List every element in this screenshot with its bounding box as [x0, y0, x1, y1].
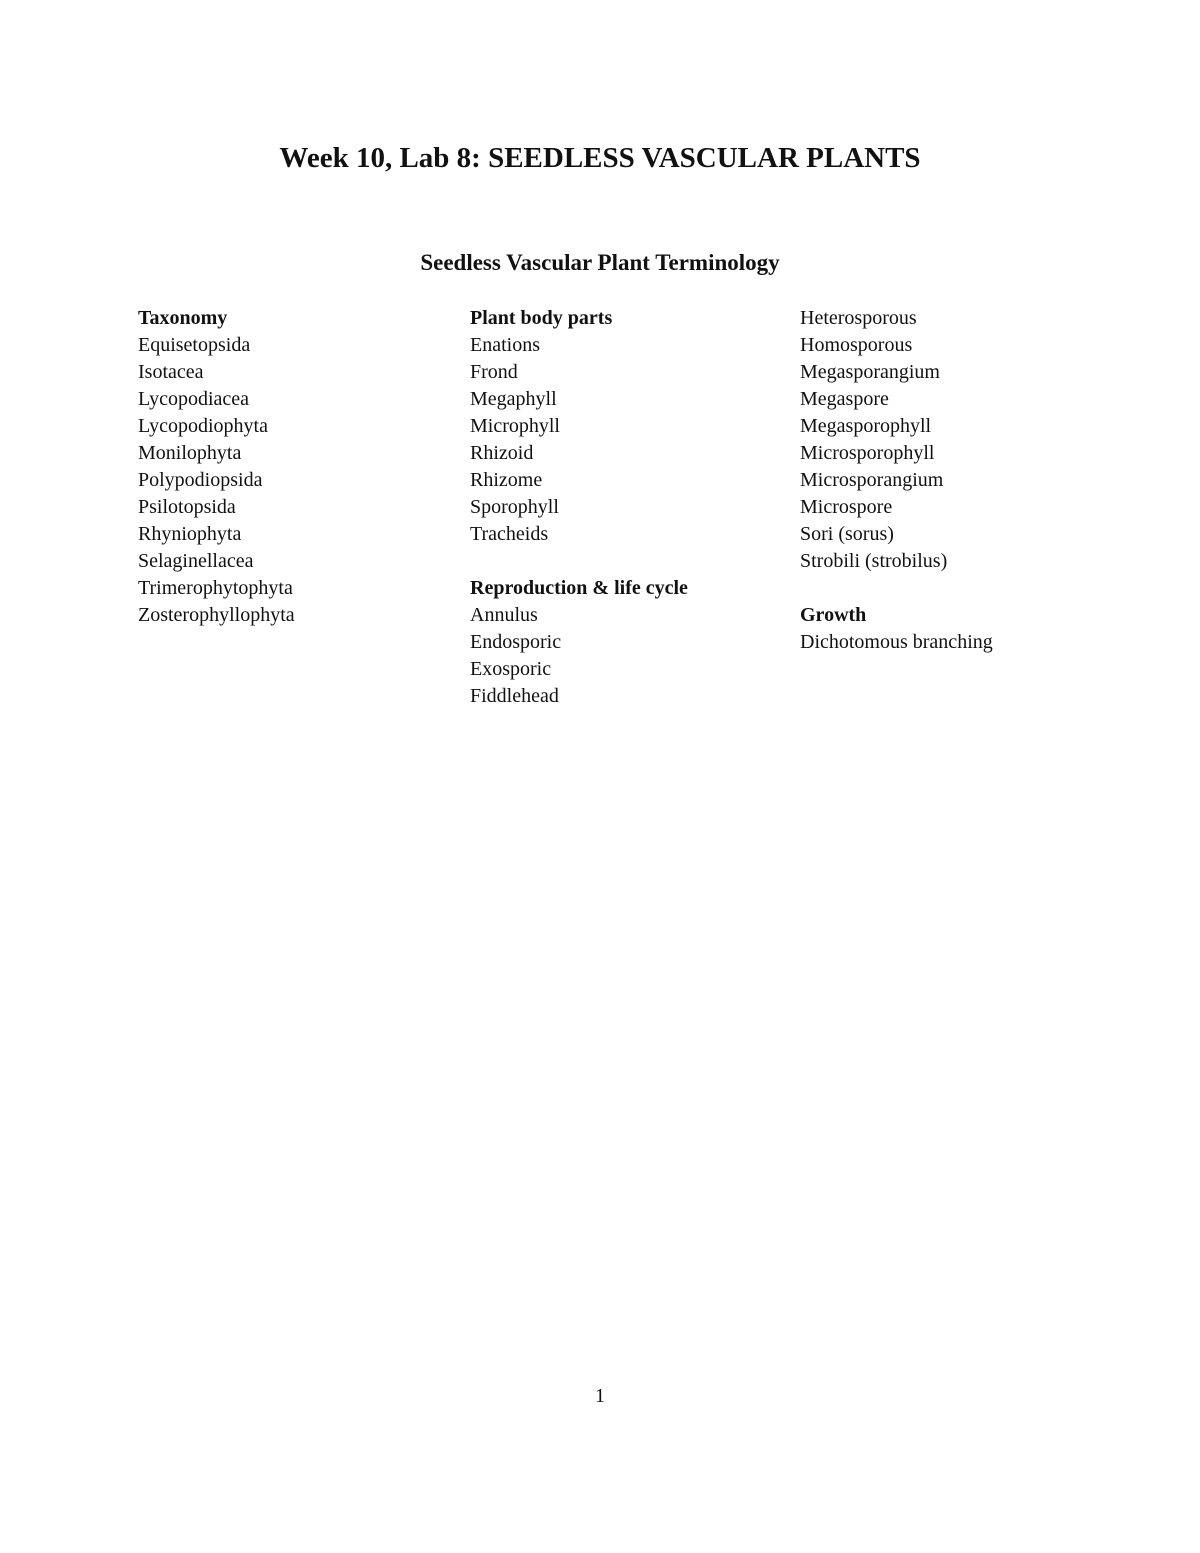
reproduction-term: Exosporic [470, 658, 552, 680]
body-parts-heading: Plant body parts [470, 307, 613, 329]
group-spacer [470, 548, 790, 575]
reproduction-term: Endosporic [470, 631, 562, 653]
body-parts-term: Sporophyll [470, 496, 559, 518]
taxonomy-term: Equisetopsida [138, 334, 251, 356]
body-parts-term: Rhizome [470, 469, 543, 491]
group-spacer [800, 575, 1160, 602]
reproduction-term: Homosporous [800, 334, 913, 356]
reproduction-continued-column [800, 305, 1160, 656]
body-parts-term: Microphyll [470, 415, 560, 437]
reproduction-heading: Reproduction & life cycle [470, 577, 688, 599]
taxonomy-heading: Taxonomy [138, 307, 228, 329]
taxonomy-term: Rhyniophyta [138, 523, 242, 545]
body-parts-term: Rhizoid [470, 442, 534, 464]
taxonomy-column [138, 305, 458, 629]
body-parts-term: Frond [470, 361, 518, 383]
reproduction-term: Sori (sorus) [800, 523, 894, 545]
body-parts-term: Megaphyll [470, 388, 557, 410]
taxonomy-term: Psilotopsida [138, 496, 236, 518]
taxonomy-term: Polypodiopsida [138, 469, 263, 491]
reproduction-term: Megaspore [800, 388, 889, 410]
reproduction-term: Microsporophyll [800, 442, 935, 464]
reproduction-term: Microsporangium [800, 469, 944, 491]
reproduction-term: Microspore [800, 496, 893, 518]
reproduction-term: Megasporangium [800, 361, 940, 383]
reproduction-term: Heterosporous [800, 307, 917, 329]
taxonomy-term: Trimerophytophyta [138, 577, 293, 599]
reproduction-term: Strobili (strobilus) [800, 550, 948, 572]
page-number: 1 [595, 1385, 605, 1407]
taxonomy-term: Zosterophyllophyta [138, 604, 295, 626]
reproduction-term: Megasporophyll [800, 415, 932, 437]
taxonomy-term: Lycopodiacea [138, 388, 250, 410]
taxonomy-term: Isotacea [138, 361, 204, 383]
body-parts-term: Enations [470, 334, 540, 356]
body-parts-term: Tracheids [470, 523, 549, 545]
taxonomy-term: Selaginellacea [138, 550, 254, 572]
body-parts-column [470, 305, 790, 710]
reproduction-term: Fiddlehead [470, 685, 559, 707]
growth-term: Dichotomous branching [800, 631, 993, 653]
page-title: Week 10, Lab 8: SEEDLESS VASCULAR PLANTS [279, 142, 921, 174]
growth-heading: Growth [800, 604, 867, 626]
taxonomy-term: Monilophyta [138, 442, 242, 464]
section-title: Seedless Vascular Plant Terminology [420, 250, 780, 275]
reproduction-term: Annulus [470, 604, 538, 626]
taxonomy-term: Lycopodiophyta [138, 415, 268, 437]
